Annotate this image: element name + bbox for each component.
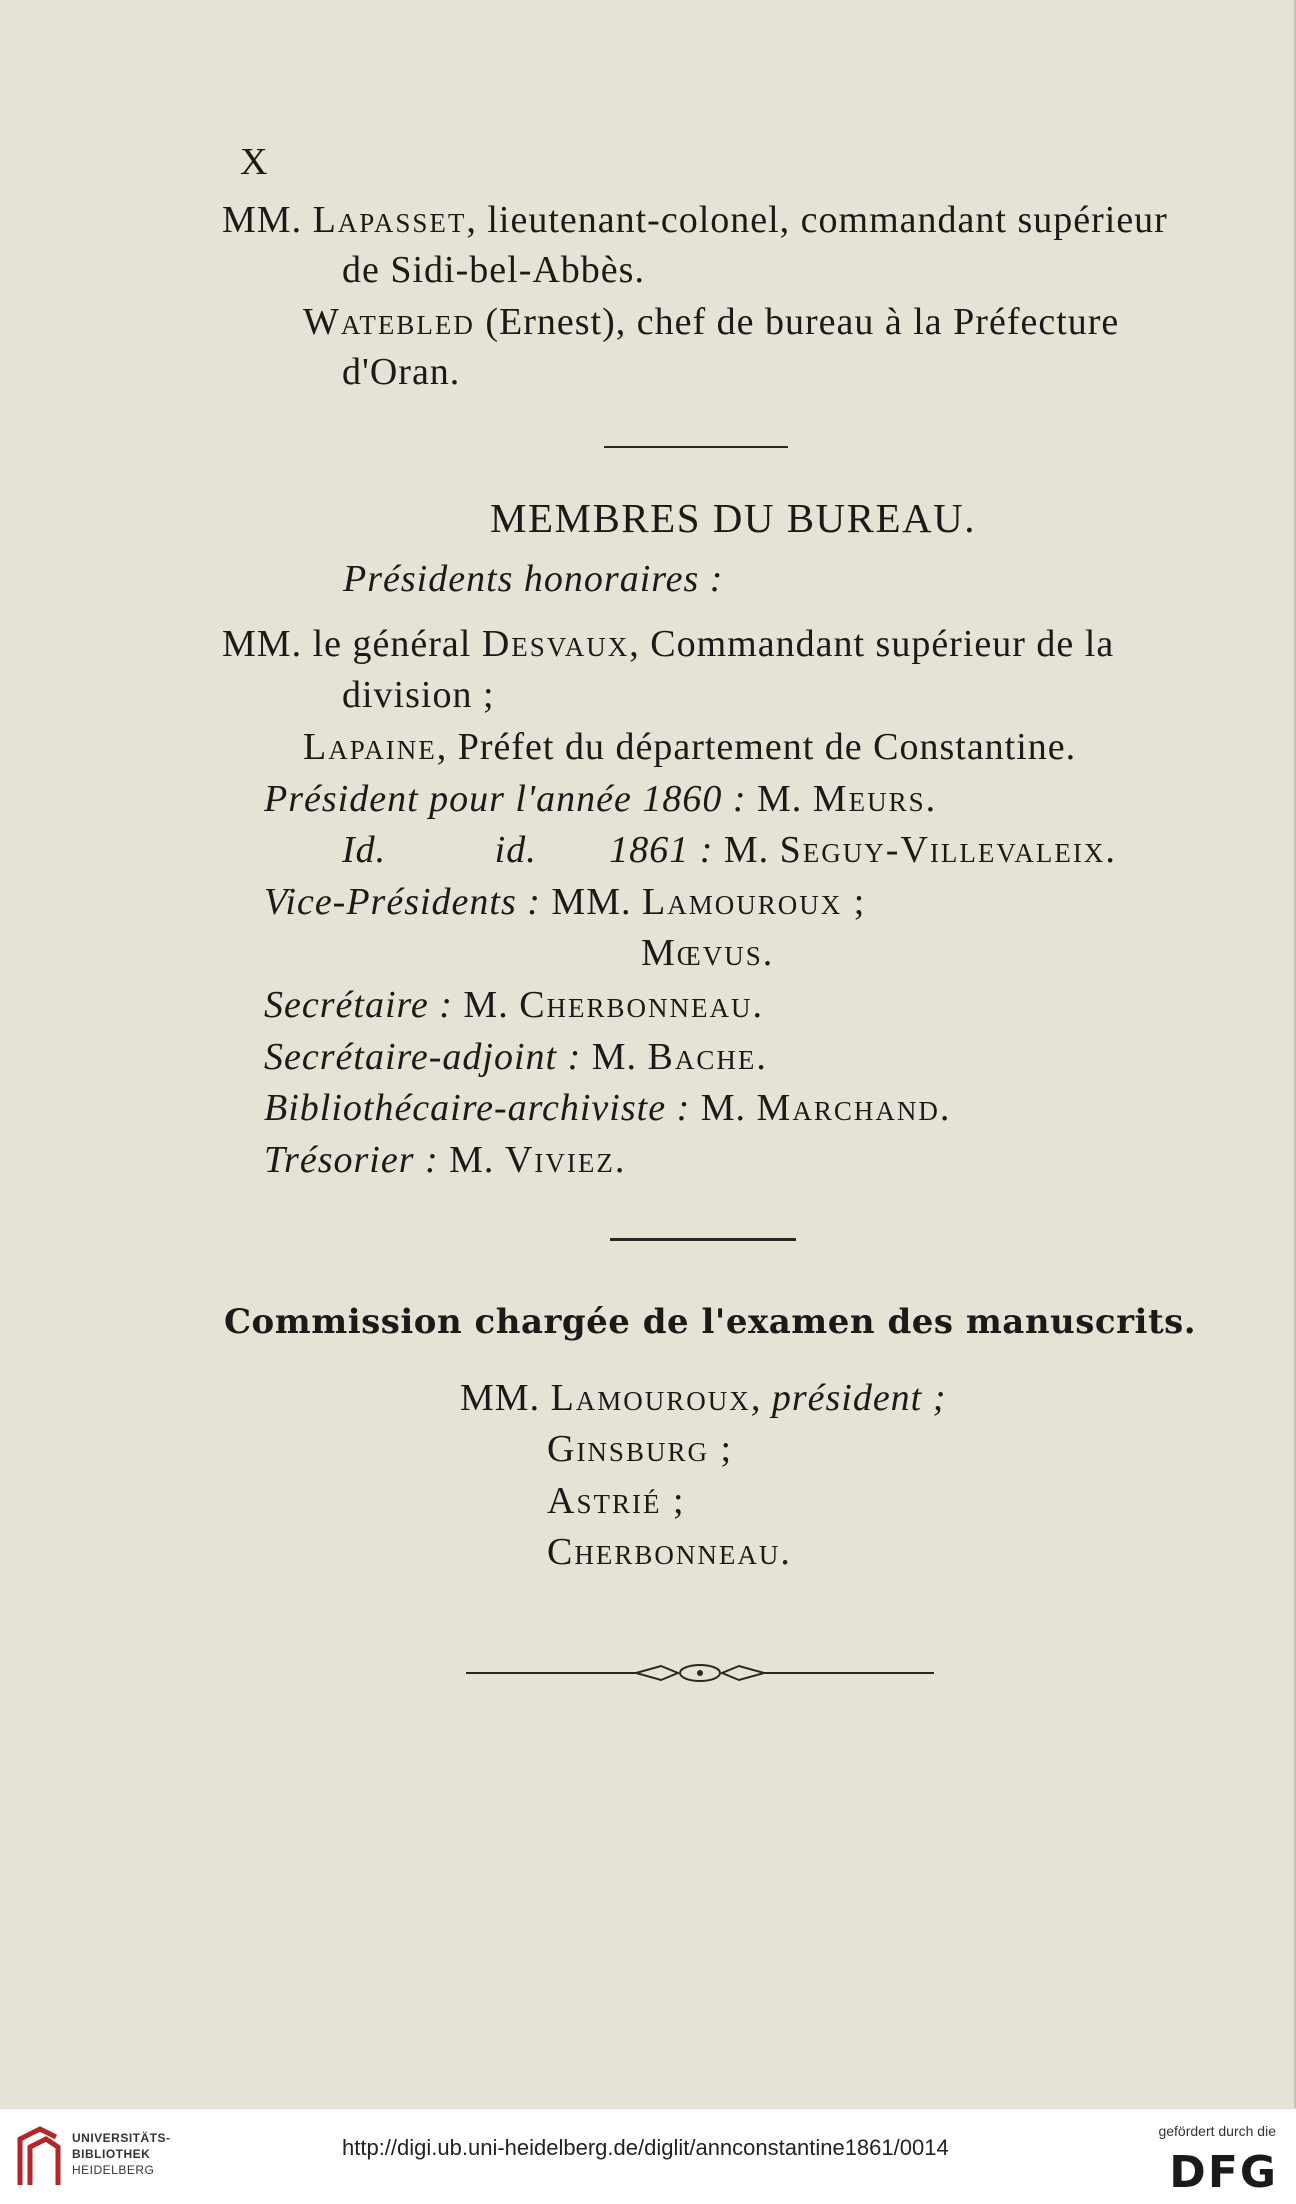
tresorier (264, 1138, 626, 1182)
secretaire (264, 983, 764, 1027)
person-name: Viviez. (504, 1139, 627, 1181)
role-label: Trésorier : (264, 1139, 439, 1181)
vice-presidents (264, 880, 866, 924)
entry-text: , lieutenant-colonel, commandant supérieur (466, 199, 1168, 241)
bibliothecaire (264, 1086, 951, 1130)
library-logo-icon (16, 2125, 62, 2189)
section-divider (604, 446, 788, 448)
president-1860 (264, 777, 937, 821)
person-name: Watebled (303, 301, 475, 343)
entry-continuation: d'Oran. (342, 351, 461, 393)
role-label: Bibliothécaire-archiviste : (264, 1087, 691, 1129)
section-heading-commission: Commission chargée de l'examen des manuscrits. (224, 1302, 1197, 1342)
honorary-presidents-label: Présidents honoraires : (343, 558, 724, 600)
entry-desvaux (222, 622, 1114, 666)
entry-prefix: M. (591, 1036, 638, 1078)
library-name: BIBLIOTHEK (72, 2147, 151, 2161)
person-name: Meurs. (812, 778, 938, 820)
person-name: Lapasset (312, 199, 467, 241)
entry-prefix: MM. (460, 1377, 541, 1419)
entry-text: , Commandant supérieur de la (629, 623, 1115, 665)
section-divider (610, 1238, 796, 1241)
role-label-id: Id. (342, 829, 387, 871)
commission-member-2: Ginsburg ; (547, 1428, 734, 1470)
entry-prefix: M. (723, 829, 770, 871)
commission-member-4: Cherbonneau. (547, 1531, 792, 1573)
person-name: Lamouroux ; (642, 881, 867, 923)
funding-note: gefördert durch die (1158, 2123, 1276, 2139)
entry-prefix: M. (463, 984, 509, 1026)
president-1861 (342, 828, 1117, 872)
permalink-url[interactable]: http://digi.ub.uni-heidelberg.de/diglit/annconstantine1861/0014 (342, 2135, 949, 2160)
entry-prefix: MM. (551, 881, 632, 923)
library-name: UNIVERSITÄTS- (72, 2131, 171, 2145)
person-name: Mœvus. (641, 932, 775, 974)
year-label: 1861 : (609, 829, 714, 871)
entry-prefix: MM. (222, 199, 303, 241)
entry-lapaine (303, 725, 1076, 769)
commission-member-3: Astrié ; (547, 1480, 686, 1522)
entry-prefix: MM. le général (222, 623, 472, 665)
commission-member-1 (460, 1376, 946, 1420)
person-name: Desvaux (481, 623, 630, 665)
person-name: Cherbonneau. (519, 984, 765, 1026)
entry-continuation: de Sidi-bel-Abbès. (342, 249, 645, 291)
entry-prefix: M. (449, 1139, 495, 1181)
digitization-footer (0, 2108, 1296, 2204)
person-name: Seguy-Villevaleix. (779, 829, 1117, 871)
role-label: Secrétaire-adjoint : (264, 1036, 582, 1078)
secretaire-adjoint (264, 1035, 768, 1079)
entry-text: (Ernest), chef de bureau à la Préfecture (474, 301, 1120, 343)
dfg-logo: DFG (1169, 2147, 1278, 2198)
person-name: Marchand. (756, 1087, 952, 1129)
role-label: Vice-Présidents : (264, 881, 541, 923)
role-label: , président ; (750, 1377, 947, 1419)
role-label-id-2: id. (494, 829, 537, 871)
page-number: X (240, 141, 269, 183)
entry-watebled (303, 300, 1119, 344)
person-name: Bache. (647, 1036, 768, 1078)
library-name: HEIDELBERG (72, 2163, 155, 2177)
entry-continuation: division ; (342, 674, 495, 716)
section-heading-bureau: MEMBRES DU BUREAU. (490, 495, 977, 541)
role-label: Secrétaire : (264, 984, 453, 1026)
entry-prefix: M. (757, 778, 803, 820)
entry-prefix: M. (700, 1087, 747, 1129)
entry-text: , Préfet du département de Constantine. (436, 726, 1077, 768)
entry-lapasset (222, 198, 1168, 242)
person-name: Lamouroux (550, 1377, 751, 1419)
role-label: Président pour l'année 1860 : (264, 778, 747, 820)
ornamental-divider (466, 1660, 934, 1686)
person-name: Lapaine (303, 726, 437, 768)
